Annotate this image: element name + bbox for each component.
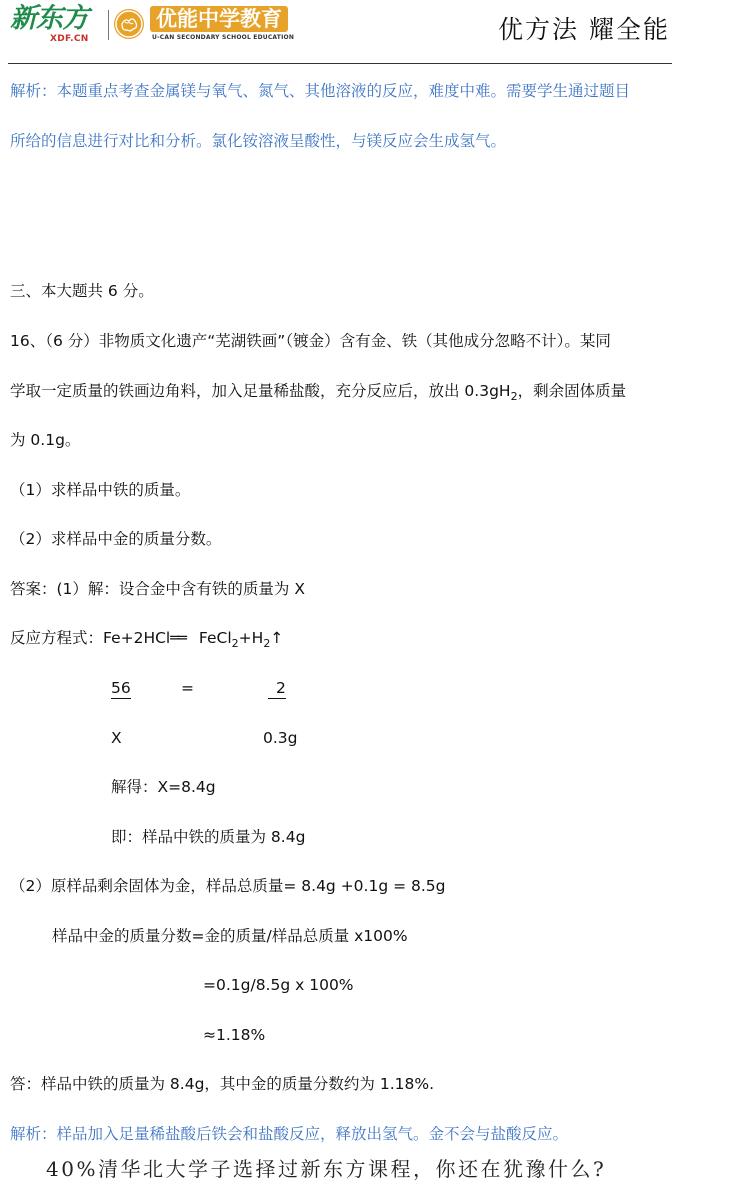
answer-intro: 答案：(1）解：设合金中含有铁的质量为 X: [10, 580, 305, 598]
question-line-2-part-a: 学取一定质量的铁画边角料，加入足量稀盐酸，充分反应后，放出 0.3gH: [10, 382, 511, 400]
part-2-result: ≈1.18%: [203, 1026, 266, 1044]
equation-gas-arrow: ↑: [270, 629, 284, 647]
analysis-1-line-2: 所给的信息进行对比和分析。氯化铵溶液呈酸性，与镁反应会生成氢气。: [10, 132, 507, 150]
logo-divider: [108, 10, 109, 40]
reaction-equation: [10, 628, 284, 651]
iron-mass-line: 即：样品中铁的质量为 8.4g: [111, 828, 306, 846]
part-2-line: （2）原样品剩余固体为金，样品总质量= 8.4g +0.1g = 8.5g: [10, 877, 446, 895]
footer-slogan: 40%清华北大学子选择过新东方课程，你还在犹豫什么?: [46, 1157, 607, 1181]
ucan-logo-subtitle: U-CAN SECONDARY SCHOOL EDUCATION: [152, 34, 295, 41]
ucan-brain-icon: [114, 9, 144, 39]
question-sub-1: （1）求样品中铁的质量。: [10, 481, 191, 499]
question-sub-2: （2）求样品中金的质量分数。: [10, 530, 222, 548]
analysis-2: 解析：样品加入足量稀盐酸后铁会和盐酸反应，释放出氢气。金不会与盐酸反应。: [10, 1125, 569, 1143]
question-line-1: 16、（6 分）非物质文化遗产“芜湖铁画”（镀金）含有金、铁（其他成分忽略不计）。某同: [10, 332, 611, 350]
part-2-formula: 样品中金的质量分数=金的质量/样品总质量 x100%: [52, 927, 408, 945]
equation-product-sub-2: 2: [263, 637, 271, 651]
header-divider: [8, 63, 672, 64]
answer-conclusion: 答：样品中铁的质量为 8.4g，其中金的质量分数约为 1.18%.: [10, 1075, 435, 1093]
xdf-logo: [10, 3, 89, 44]
analysis-1-line-1: 解析：本题重点考查金属镁与氧气、氮气、其他溶液的反应，难度中难。需要学生通过题目: [10, 82, 631, 100]
ratio-equals: =: [181, 679, 194, 697]
section-heading: 三、本大题共 6 分。: [10, 282, 154, 300]
ratio-left-top-value: 56: [111, 679, 131, 697]
question-line-2-part-b: ，剩余固体质量: [517, 382, 627, 400]
question-line-2-subscript: 2: [510, 390, 518, 404]
xdf-logo-text: 新东方: [10, 3, 88, 34]
equation-equals-sign: ══: [170, 629, 185, 647]
ratio-right-top-value: 2: [268, 679, 286, 699]
equation-product-sub-1: 2: [231, 637, 239, 651]
ratio-right-top: [268, 678, 286, 698]
ucan-logo-text: 优能中学教育: [150, 6, 288, 32]
equation-product-b: +H: [238, 629, 264, 647]
header-slogan: 优方法 耀全能: [498, 15, 670, 44]
equation-product-a: FeCl: [198, 629, 232, 647]
question-line-3: 为 0.1g。: [10, 431, 81, 449]
solve-line: 解得：X=8.4g: [111, 778, 216, 796]
equation-reactants: 反应方程式：Fe+2HCl: [10, 629, 171, 647]
ratio-right-bottom: 0.3g: [263, 729, 298, 747]
part-2-calculation: =0.1g/8.5g x 100%: [203, 976, 354, 994]
ratio-left-top: [111, 678, 131, 698]
question-line-2: [10, 381, 627, 404]
xdf-logo-sub: XDF.CN: [50, 34, 89, 44]
ratio-left-bottom: X: [111, 729, 122, 747]
